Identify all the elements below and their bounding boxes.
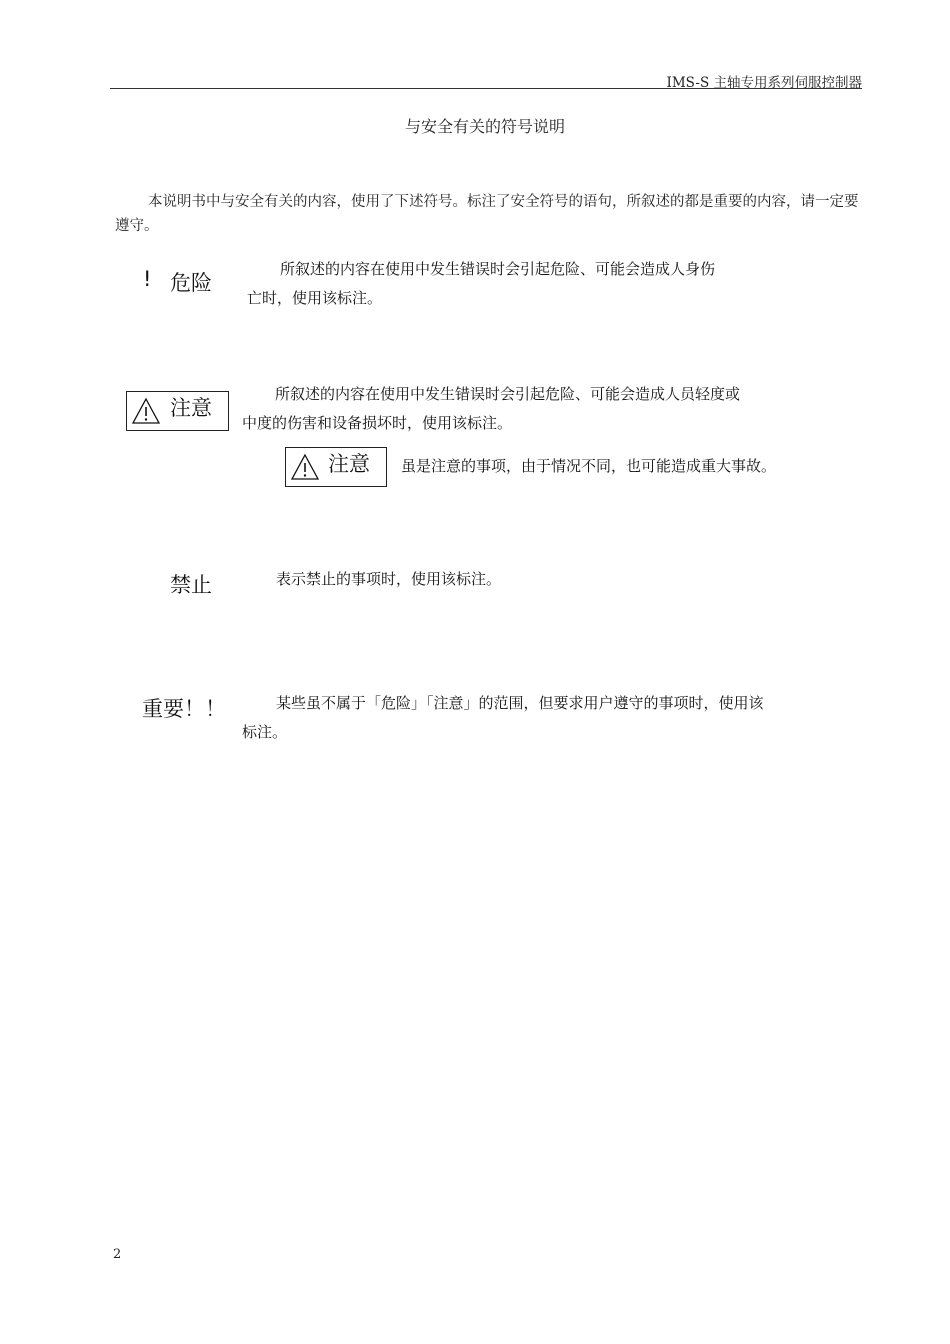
prohibited-label: 禁止 xyxy=(170,573,212,597)
danger-exclamation-icon: ! xyxy=(143,267,152,291)
danger-text-line1: 所叙述的内容在使用中发生错误时会引起危险、可能会造成人身伤 xyxy=(280,260,716,278)
warning-triangle-icon xyxy=(131,397,161,425)
caution-sub-text: 虽是注意的事项，由于情况不同，也可能造成重大事故。 xyxy=(401,457,777,475)
intro-paragraph: 本说明书中与安全有关的内容，使用了下述符号。标注了安全符号的语句，所叙述的都是重要的内容，请一定要遵守。 xyxy=(115,194,859,234)
caution-symbol-box xyxy=(126,391,229,431)
header-divider xyxy=(110,88,862,89)
warning-triangle-icon xyxy=(290,453,320,481)
important-text-line2: 标注。 xyxy=(242,723,288,741)
danger-label: 危险 xyxy=(170,271,212,295)
important-text-line1: 某些虽不属于「危险」「注意」的范围，但要求用户遵守的事项时，使用该 xyxy=(276,694,764,712)
caution-text-line2: 中度的伤害和设备损坏时，使用该标注。 xyxy=(242,414,513,432)
caution-label: 注意 xyxy=(170,396,212,420)
prohibited-text: 表示禁止的事项时，使用该标注。 xyxy=(276,570,502,588)
page-number: 2 xyxy=(113,1247,122,1262)
important-label: 重要！！ xyxy=(142,697,226,721)
caution-text-line1: 所叙述的内容在使用中发生错误时会引起危险、可能会造成人员轻度或 xyxy=(275,385,741,403)
danger-text-line2: 亡时，使用该标注。 xyxy=(247,289,383,307)
page-title: 与安全有关的符号说明 xyxy=(404,117,565,136)
caution-symbol-box-small xyxy=(285,447,387,487)
document-header-title: IMS-S 主轴专用系列伺服控制器 xyxy=(666,75,862,91)
caution-sub-label: 注意 xyxy=(328,452,370,476)
